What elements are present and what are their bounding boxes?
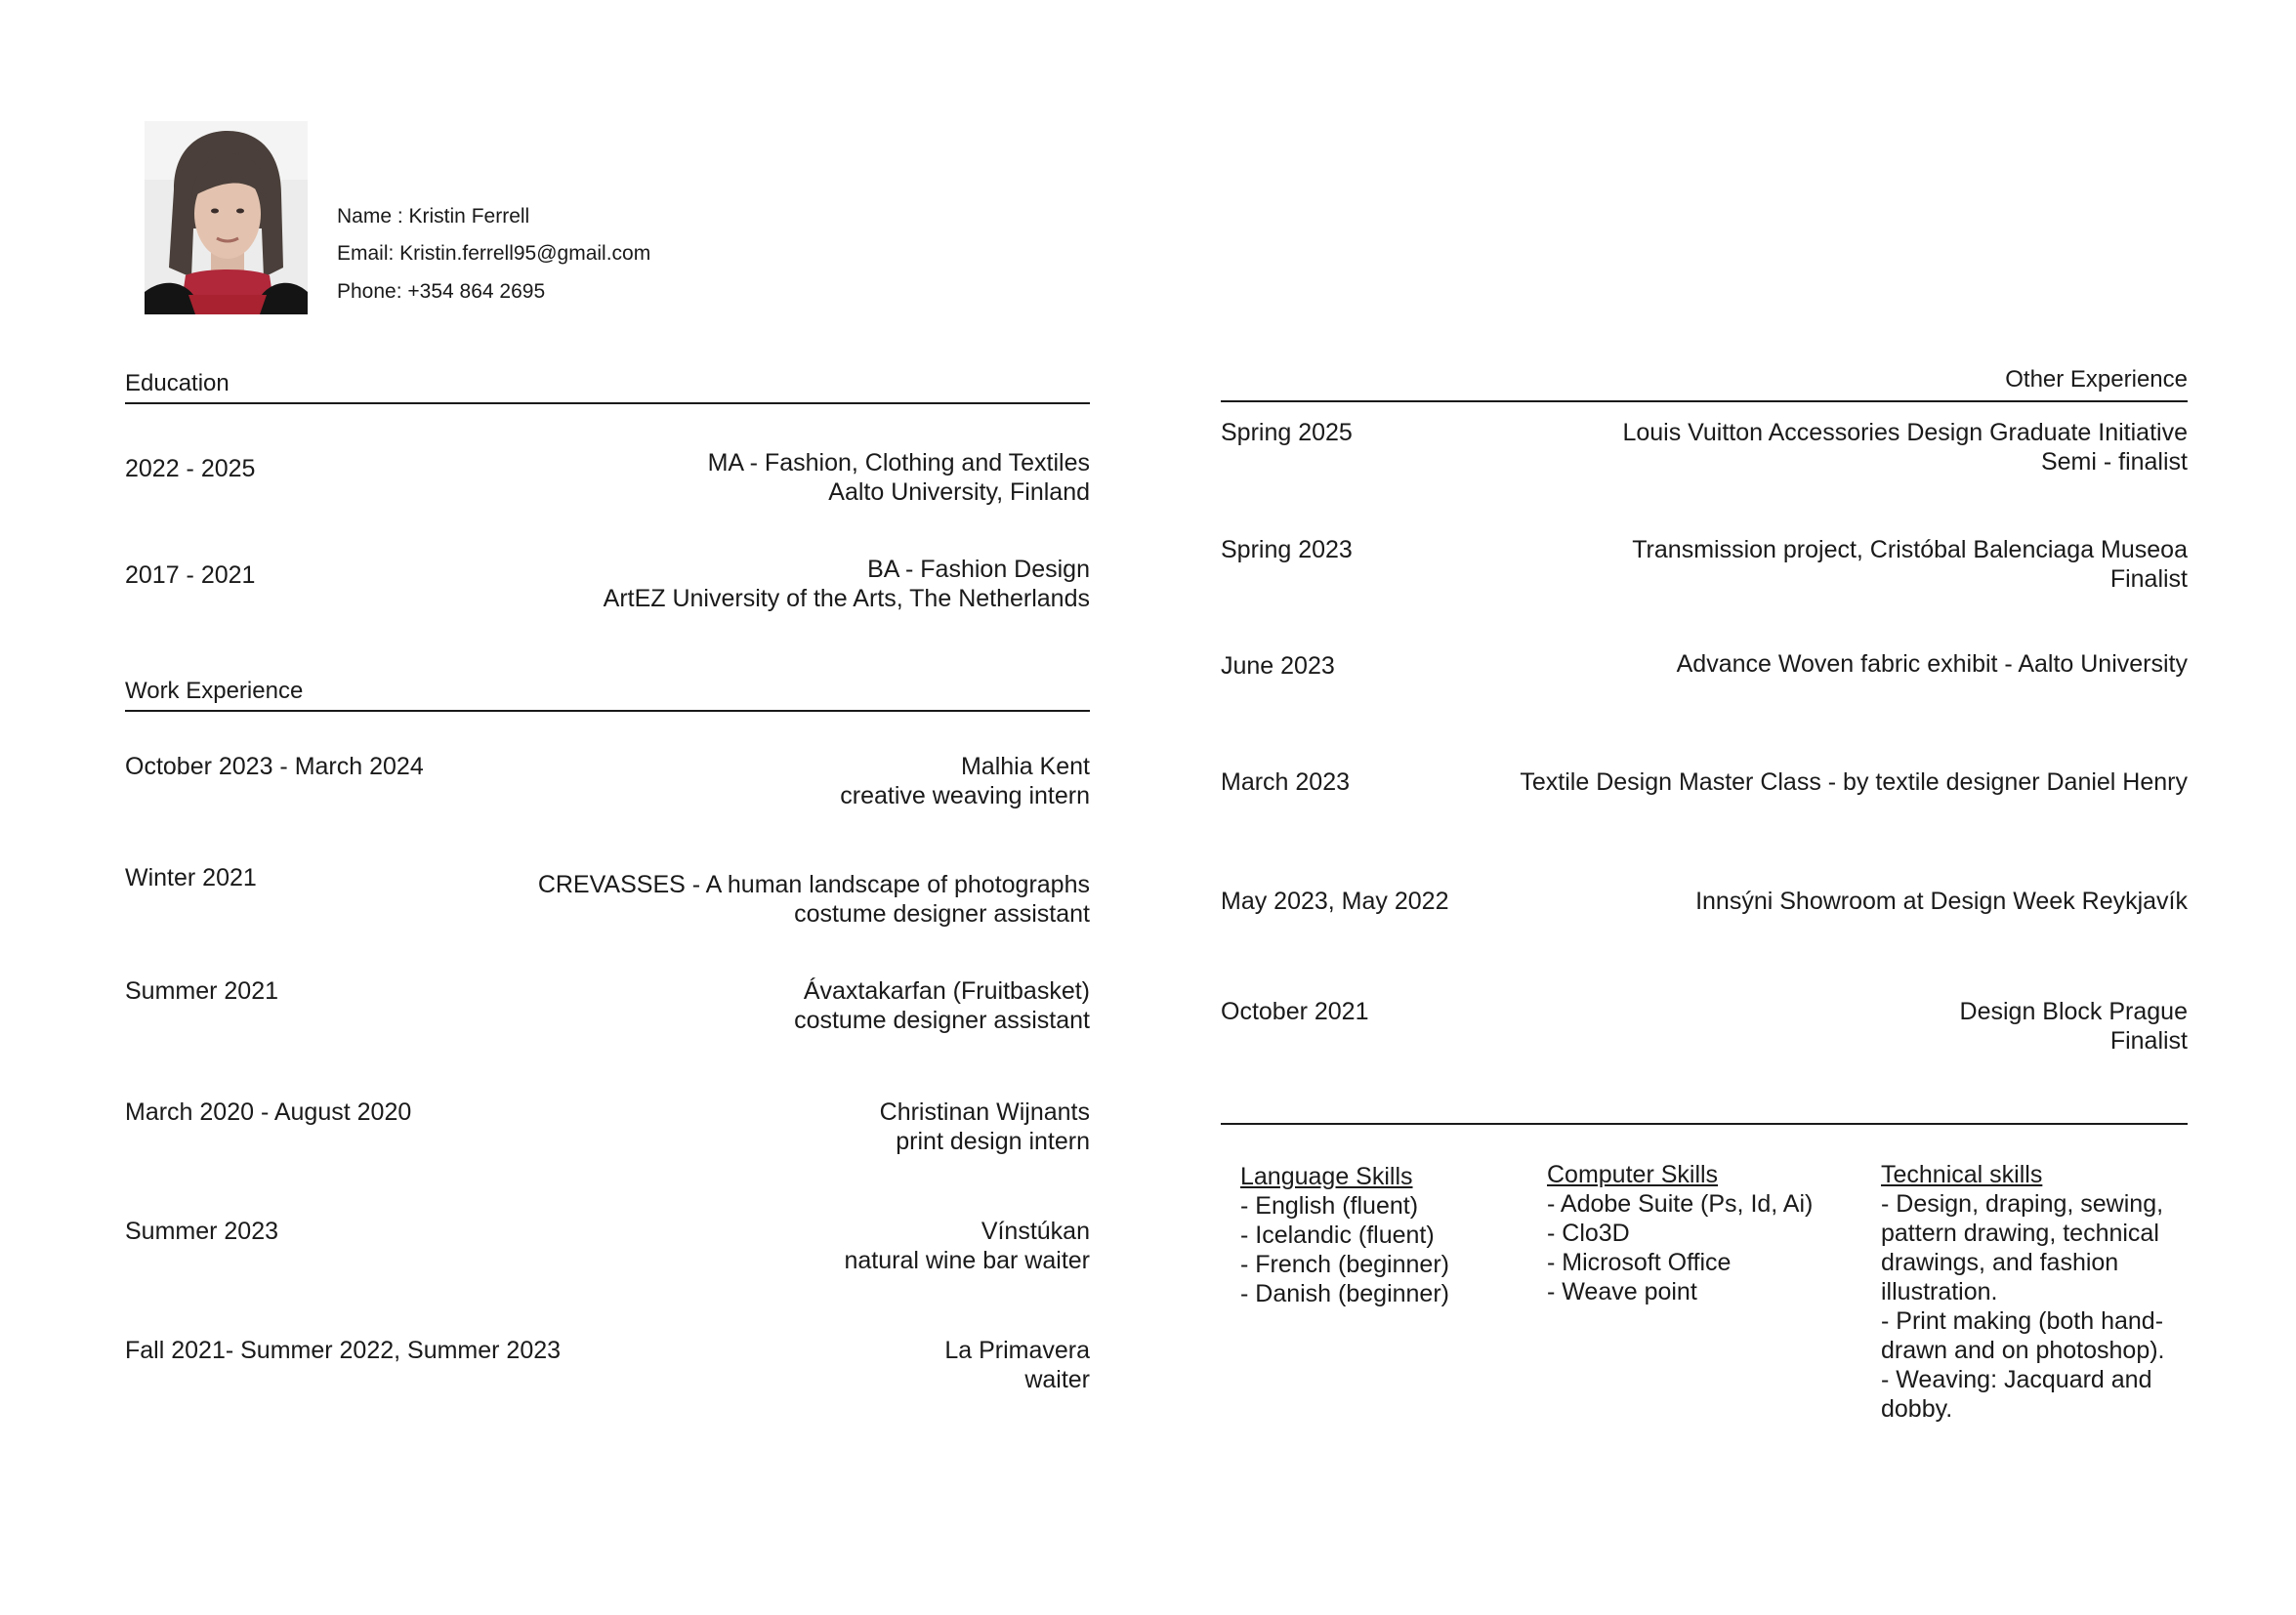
other-event: Design Block Prague bbox=[1959, 998, 2188, 1025]
other-event: Advance Woven fabric exhibit - Aalto University bbox=[1676, 650, 2188, 678]
other-date: Spring 2023 bbox=[1221, 536, 1353, 563]
work-employer: Malhia Kent bbox=[960, 753, 1090, 780]
work-employer: Christinan Wijnants bbox=[879, 1098, 1090, 1126]
education-date: 2017 - 2021 bbox=[125, 561, 256, 589]
work-date: March 2020 - August 2020 bbox=[125, 1098, 412, 1126]
portrait-image bbox=[145, 121, 308, 314]
other-date: June 2023 bbox=[1221, 652, 1335, 680]
work-employer: CREVASSES - A human landscape of photographs bbox=[537, 871, 1090, 898]
other-entry bbox=[1960, 997, 2188, 1056]
work-heading: Work Experience bbox=[125, 678, 304, 704]
work-date: Summer 2021 bbox=[125, 977, 279, 1005]
work-date: Winter 2021 bbox=[125, 864, 257, 891]
work-role: costume designer assistant bbox=[794, 900, 1090, 928]
other-event: Textile Design Master Class - by textile designer Daniel Henry bbox=[1520, 768, 2188, 796]
language-skills bbox=[1240, 1162, 1449, 1308]
work-role: print design intern bbox=[896, 1128, 1090, 1155]
education-rule bbox=[125, 402, 1090, 404]
work-employer: Vínstúkan bbox=[981, 1218, 1090, 1245]
technical-skills bbox=[1881, 1160, 2174, 1424]
education-date: 2022 - 2025 bbox=[125, 455, 256, 482]
education-entry bbox=[708, 448, 1090, 507]
language-skill-item: - Icelandic (fluent) bbox=[1240, 1222, 1435, 1249]
other-rule bbox=[1221, 400, 2188, 402]
profile-photo bbox=[145, 121, 308, 314]
contact-email: Email: Kristin.ferrell95@gmail.com bbox=[337, 242, 651, 265]
computer-skills bbox=[1547, 1160, 1813, 1306]
work-employer: La Primavera bbox=[944, 1337, 1090, 1364]
work-entry bbox=[844, 1217, 1090, 1275]
work-entry bbox=[840, 752, 1090, 810]
work-entry bbox=[880, 1097, 1090, 1156]
other-event: Louis Vuitton Accessories Design Graduate Initiative bbox=[1622, 419, 2188, 446]
other-result: Finalist bbox=[2109, 565, 2188, 593]
technical-skill-item: - Print making (both hand-drawn and on photoshop). bbox=[1881, 1307, 2165, 1364]
other-result: Semi - finalist bbox=[2040, 448, 2188, 476]
work-entry bbox=[944, 1336, 1090, 1394]
other-entry bbox=[1622, 418, 2188, 476]
education-heading: Education bbox=[125, 370, 230, 396]
other-date: May 2023, May 2022 bbox=[1221, 888, 1449, 915]
other-heading: Other Experience bbox=[2005, 366, 2188, 393]
other-entry bbox=[1632, 535, 2188, 594]
work-date: October 2023 - March 2024 bbox=[125, 753, 424, 780]
education-school: ArtEZ University of the Arts, The Netherlands bbox=[603, 585, 1090, 612]
education-school: Aalto University, Finland bbox=[828, 478, 1090, 506]
computer-skill-item: - Adobe Suite (Ps, Id, Ai) bbox=[1547, 1190, 1814, 1218]
computer-skill-item: - Clo3D bbox=[1547, 1220, 1630, 1247]
language-skill-item: - English (fluent) bbox=[1240, 1192, 1419, 1220]
education-degree: MA - Fashion, Clothing and Textiles bbox=[707, 449, 1090, 476]
contact-name: Name : Kristin Ferrell bbox=[337, 205, 530, 228]
work-role: costume designer assistant bbox=[794, 1007, 1090, 1034]
work-employer: Ávaxtakarfan (Fruitbasket) bbox=[803, 977, 1090, 1005]
work-role: waiter bbox=[1024, 1366, 1090, 1393]
other-entry bbox=[1520, 767, 2188, 797]
work-date: Fall 2021- Summer 2022, Summer 2023 bbox=[125, 1337, 562, 1364]
language-skill-item: - Danish (beginner) bbox=[1240, 1280, 1449, 1307]
language-skill-item: - French (beginner) bbox=[1240, 1251, 1449, 1278]
work-entry bbox=[538, 870, 1090, 929]
skills-rule bbox=[1221, 1123, 2188, 1125]
work-role: creative weaving intern bbox=[840, 782, 1090, 809]
computer-skills-heading: Computer Skills bbox=[1547, 1161, 1719, 1188]
other-event: Transmission project, Cristóbal Balenciaga Museoa bbox=[1632, 536, 2188, 563]
language-skills-heading: Language Skills bbox=[1240, 1163, 1413, 1190]
other-event: Innsýni Showroom at Design Week Reykjavík bbox=[1695, 888, 2188, 915]
education-entry bbox=[604, 555, 1090, 613]
other-entry bbox=[1695, 887, 2188, 916]
technical-skill-item: - Weaving: Jacquard and dobby. bbox=[1881, 1366, 2152, 1423]
computer-skill-item: - Weave point bbox=[1547, 1278, 1697, 1305]
contact-phone: Phone: +354 864 2695 bbox=[337, 280, 546, 303]
other-date: March 2023 bbox=[1221, 768, 1351, 796]
work-role: natural wine bar waiter bbox=[844, 1247, 1090, 1274]
education-degree: BA - Fashion Design bbox=[867, 556, 1090, 583]
other-result: Finalist bbox=[2109, 1027, 2188, 1055]
other-date: October 2021 bbox=[1221, 998, 1369, 1025]
work-rule bbox=[125, 710, 1090, 712]
work-entry bbox=[794, 976, 1090, 1035]
technical-skills-heading: Technical skills bbox=[1881, 1161, 2043, 1188]
work-date: Summer 2023 bbox=[125, 1218, 279, 1245]
computer-skill-item: - Microsoft Office bbox=[1547, 1249, 1732, 1276]
technical-skill-item: - Design, draping, sewing, pattern drawing, technical drawings, and fashion illustration. bbox=[1881, 1190, 2164, 1305]
other-entry bbox=[1677, 649, 2188, 679]
other-date: Spring 2025 bbox=[1221, 419, 1353, 446]
